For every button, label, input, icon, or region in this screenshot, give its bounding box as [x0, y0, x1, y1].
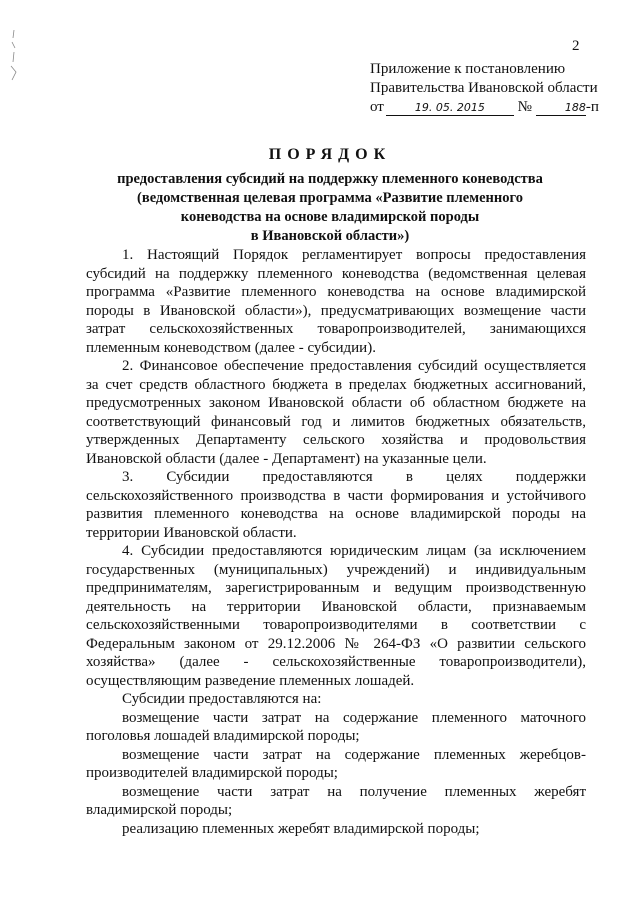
- paragraph-5: Субсидии предоставляются на:: [122, 691, 322, 707]
- paragraph-2: 2. Финансовое обеспечение предоставления субсидий осуществляется за счет средств областного бюджета в пределах бюджетных ассигнований, предусмотренных законом Ивановской области об областном бюджете на соответствующий финансовый год и лимитов бюджетных обязательств, утвержденных Департаменту сельского хозяйства и продовольствия Ивановской области (далее - Департамент) на указанные цели.: [86, 358, 586, 467]
- paragraph-4: 4. Субсидии предоставляются юридическим лицам (за исключением государственных (муниципальных) учреждений) и индивидуальным предпринимателям, зарегистрированным и ведущим производственную деятельность на территории Ивановской области, признаваемым сельскохозяйственными товаропроизводителями в соответствии с Федеральным законом от 29.12.2006 № 264-ФЗ «О развитии сельского хозяйства» (далее - сельскохозяйственные товаропроизводители), осуществляющим разведение племенных лошадей.: [86, 543, 586, 689]
- subtitle-line-2: (ведомственная целевая программа «Развитие племенного: [137, 190, 523, 206]
- number-prefix: №: [517, 99, 532, 115]
- paragraph-1: 1. Настоящий Порядок регламентирует вопросы предоставления субсидий на поддержку племенного коневодства (ведомственная целевая программа «Развитие племенного коневодства на основе владимирской породы в Ивановской области»), предусматривающих возмещение части затрат сельскохозяйственных товаропроизводителей, занимающихся племенным коневодством (далее - субсидии).: [86, 247, 586, 356]
- subtitle-line-1: предоставления субсидий на поддержку племенного коневодства: [117, 171, 543, 187]
- subtitle-line-4: в Ивановской области»): [250, 228, 410, 244]
- paragraph-3: 3. Субсидии предоставляются в целях поддержки сельскохозяйственного производства в части формирования и устойчивого развития племенного коневодства на основе владимирской породы на территории Ивановской области.: [86, 469, 586, 541]
- document-title: ПОРЯДОК: [268, 146, 392, 163]
- document-body: [86, 246, 586, 838]
- list-item-3: возмещение части затрат на получение племенных жеребят владимирской породы;: [86, 783, 586, 818]
- annex-header: [370, 60, 610, 117]
- handwritten-date: 19. 05. 2015: [386, 101, 514, 116]
- annex-line-1: Приложение к постановлению: [370, 61, 566, 77]
- handwritten-number: 188: [536, 101, 586, 116]
- page-number: 2: [572, 38, 580, 54]
- subtitle-line-3: коневодства на основе владимирской породы: [180, 209, 480, 225]
- annex-date-line: [370, 98, 610, 117]
- margin-scribble: [8, 28, 20, 88]
- title-block: [100, 146, 560, 246]
- list-item-1: возмещение части затрат на содержание племенного маточного поголовья лошадей владимирской породы;: [86, 709, 586, 744]
- number-suffix: -п: [585, 99, 599, 115]
- annex-line-2: Правительства Ивановской области: [370, 80, 598, 96]
- date-prefix: от: [370, 99, 384, 115]
- list-item-4: реализацию племенных жеребят владимирской породы;: [122, 820, 480, 837]
- list-item-2: возмещение части затрат на содержание племенных жеребцов-производителей владимирской породы;: [86, 746, 586, 781]
